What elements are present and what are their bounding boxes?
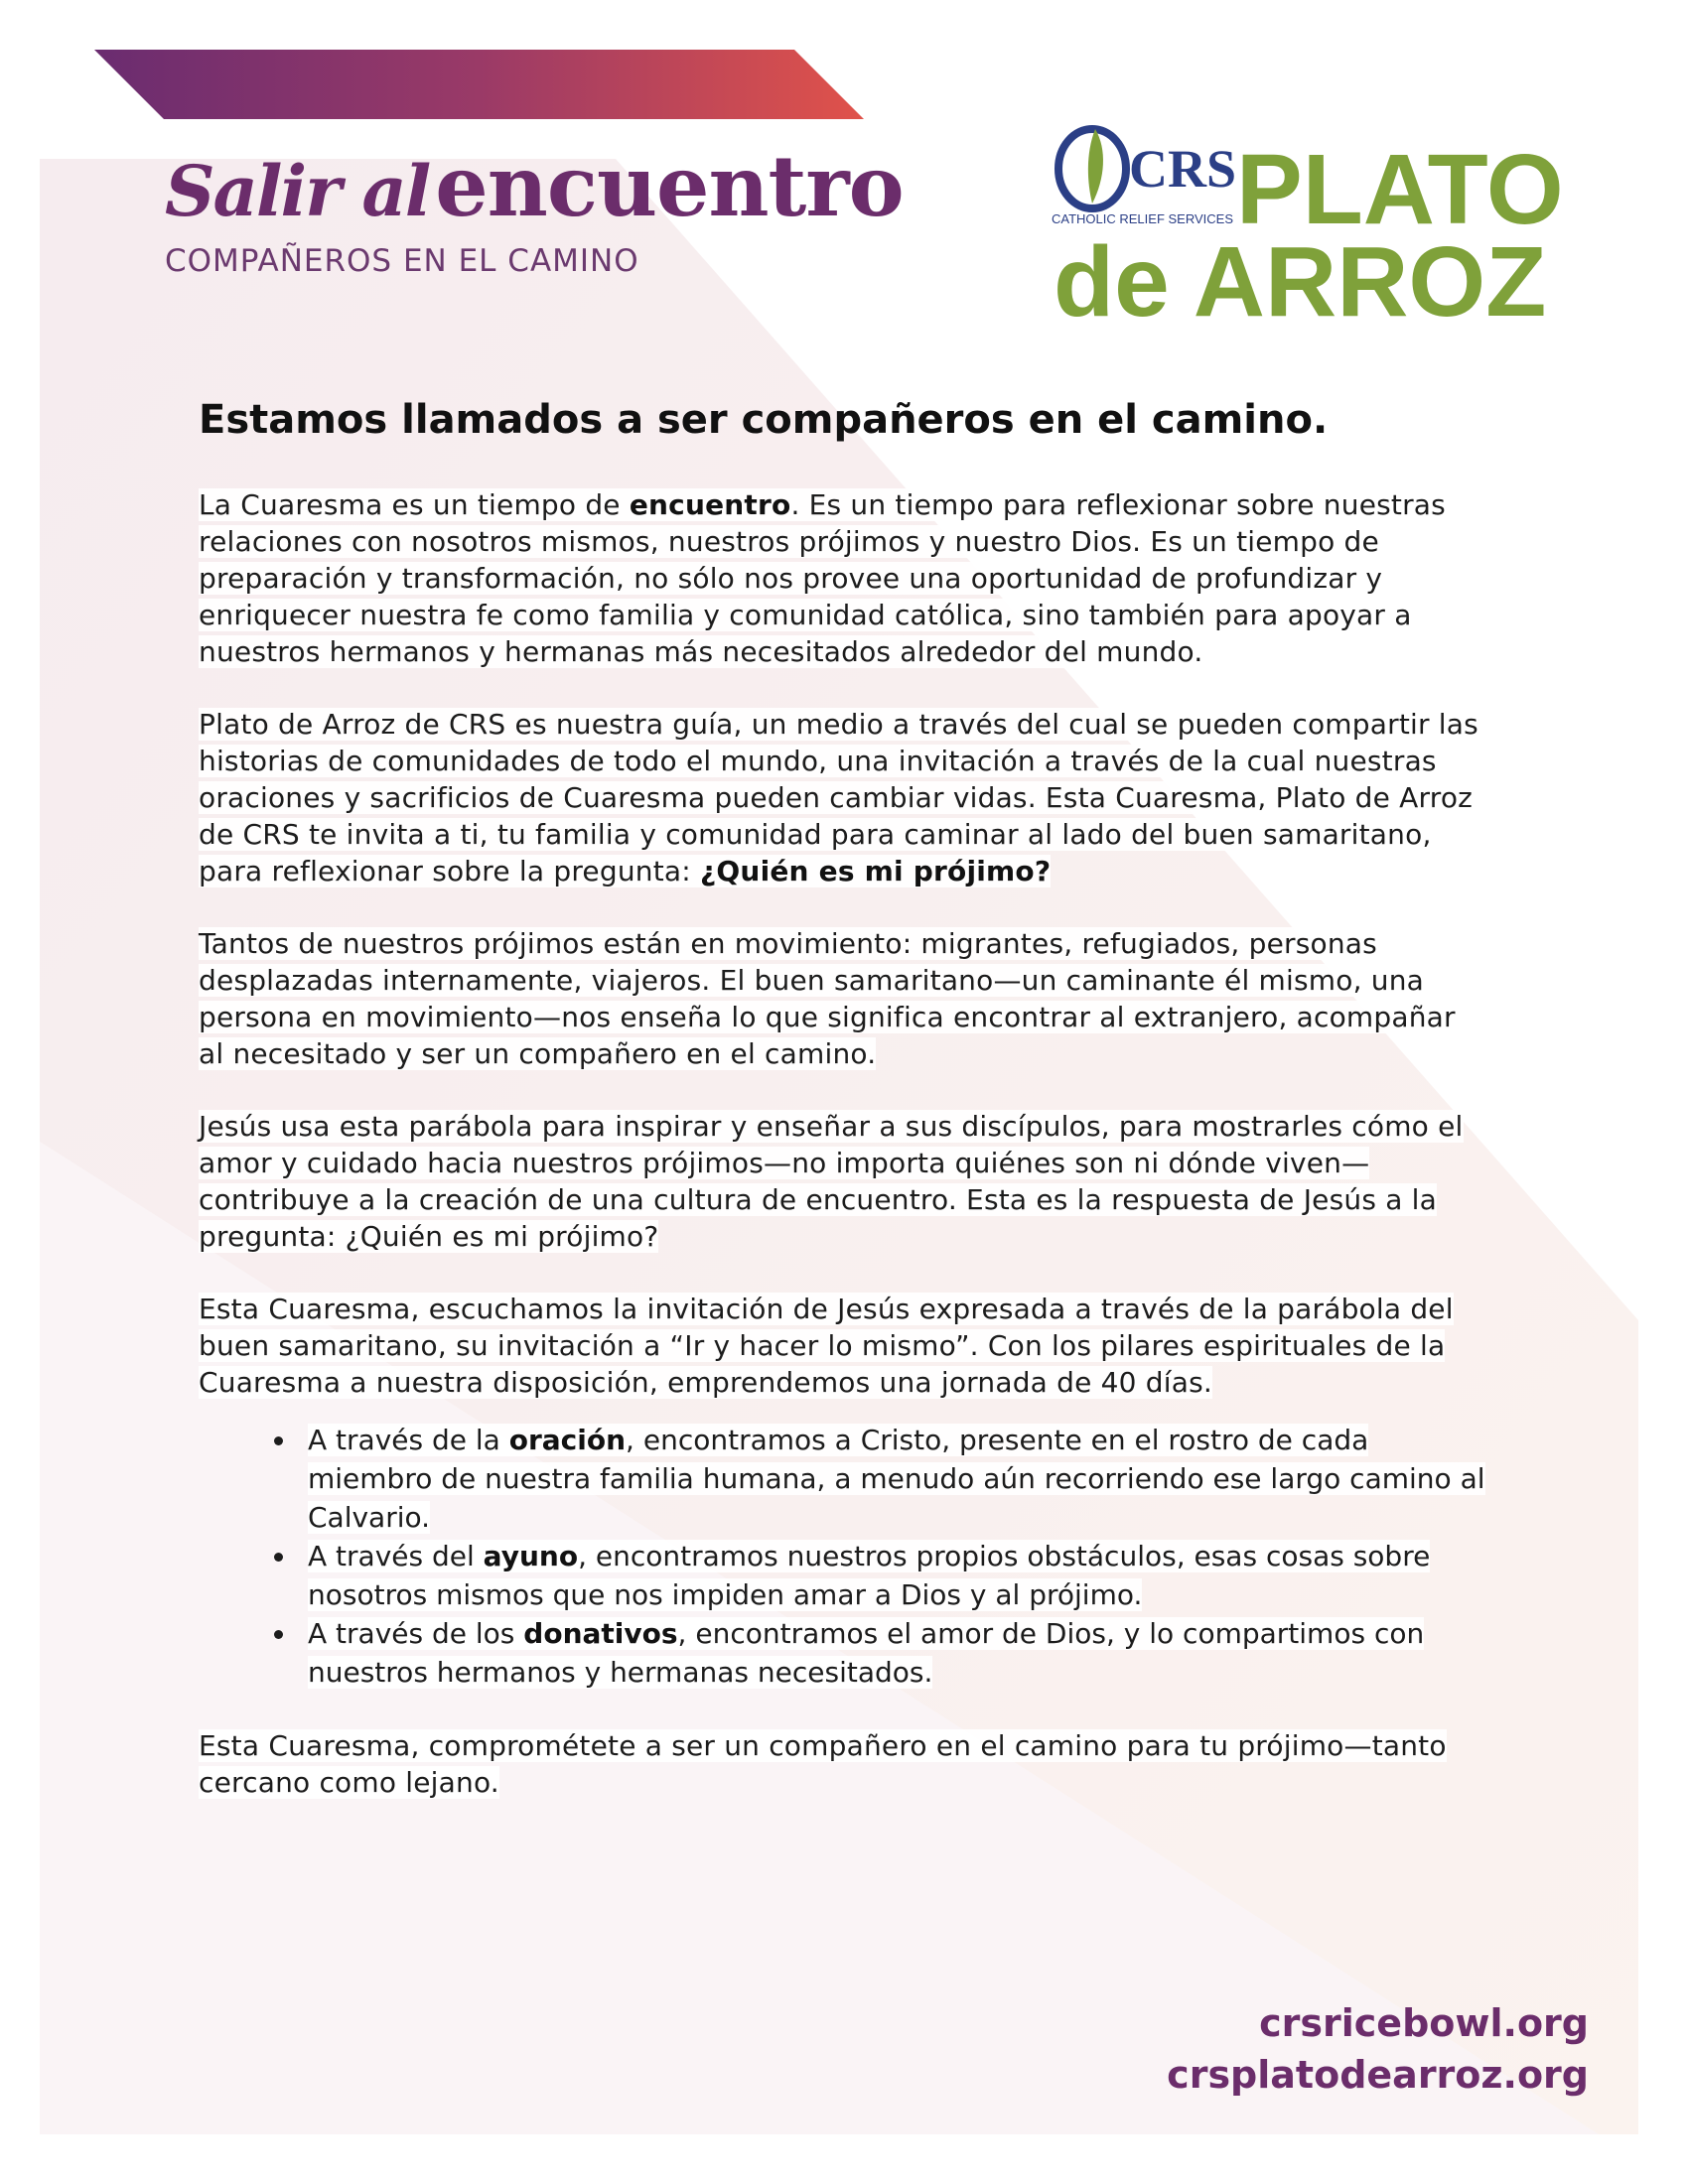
paragraph-invitation	[199, 1291, 1489, 1401]
list-item-almsgiving	[298, 1614, 1489, 1692]
lenten-pillars-list	[199, 1421, 1489, 1692]
crs-plato-de-arroz-logo	[1048, 109, 1574, 347]
paragraph-rice-bowl-guide	[199, 706, 1489, 889]
p2-text-bold: ¿Quién es mi prójimo?	[699, 855, 1052, 887]
bullet-fasting-a: A través del	[308, 1540, 484, 1572]
p2-text-a: Plato de Arroz de CRS es nuestra guía, un medio a través del cual se pueden compartir las historias de comunidades de todo el mundo, una invitación a través de la cual nuestras oraciones y sacrificios de Cuaresma pueden cambiar vidas. Esta Cuaresma, Plato de Arroz de CRS te invita a ti, tu familia y comunidad para caminar al lado del buen samaritano, para reflexionar sobre la pregunta:	[199, 708, 1478, 887]
bullet-prayer-bold: oración	[508, 1424, 627, 1456]
p3-text: Tantos de nuestros prójimos están en movimiento: migrantes, refugiados, personas desplazadas internamente, viajeros. El buen samaritano—un caminante él mismo, una persona en movimiento—nos enseña lo que significa encontrar al extranjero, acompañar al necesitado y ser un compañero en el camino.	[199, 927, 1456, 1070]
p1-text-c: . Es un tiempo para reflexionar sobre nuestras relaciones con nosotros mismos, nuestros prójimos y nuestro Dios. Es un tiempo de preparación y transformación, no sólo nos provee una oportunidad de profundizar y enriquecer nuestra fe como familia y comunidad católica, sino también para apoyar a nuestros hermanos y hermanas más necesitados alrededor del mundo.	[199, 488, 1446, 668]
logo-line-de-arroz: de ARROZ	[1054, 226, 1547, 338]
bullet-prayer-a: A través de la	[308, 1424, 509, 1456]
crs-emblem-icon	[1058, 129, 1126, 208]
crs-org-full-text: CATHOLIC RELIEF SERVICES	[1052, 211, 1234, 226]
bullet-almsgiving-c: , encontramos el amor de Dios, y lo compartimos con nuestros hermanos y hermanas necesitados.	[308, 1617, 1425, 1689]
link-crsplatodearroz[interactable]: crsplatodearroz.org	[1167, 2053, 1589, 2097]
campaign-subtitle: COMPAÑEROS EN EL CAMINO	[165, 243, 639, 279]
closing-text: Esta Cuaresma, comprométete a ser un compañero en el camino para tu prójimo—tanto cercano como lejano.	[199, 1729, 1447, 1799]
campaign-title	[165, 139, 904, 239]
logo-line-plato: PLATO	[1236, 134, 1564, 245]
crs-org-text: CRS	[1129, 139, 1237, 199]
p1-text-a: La Cuaresma es un tiempo de	[199, 488, 630, 521]
paragraph-parable-teaching	[199, 1108, 1489, 1255]
footer-links	[1167, 1997, 1589, 2101]
page-heading: Estamos llamados a ser compañeros en el camino.	[199, 397, 1329, 443]
p5-text: Esta Cuaresma, escuchamos la invitación de Jesús expresada a través de la parábola del buen samaritano, su invitación a “Ir y hacer lo mismo”. Con los pilares espirituales de la Cuaresma a nuestra disposición, emprendemos una jornada de 40 días.	[199, 1293, 1454, 1399]
list-item-fasting	[298, 1537, 1489, 1614]
campaign-title-main: encuentro	[435, 137, 904, 235]
campaign-brand	[165, 139, 904, 279]
list-item-prayer	[298, 1421, 1489, 1537]
campaign-title-script: Salir al	[165, 150, 430, 232]
paragraph-lent-encounter	[199, 486, 1489, 670]
paragraph-neighbors-in-motion	[199, 925, 1489, 1072]
paragraph-closing	[199, 1727, 1489, 1801]
bullet-fasting-bold: ayuno	[483, 1540, 579, 1572]
link-crsricebowl[interactable]: crsricebowl.org	[1259, 2001, 1589, 2045]
bullet-fasting-c: , encontramos nuestros propios obstáculos, esas cosas sobre nosotros mismos que nos impiden amar a Dios y al prójimo.	[308, 1540, 1431, 1611]
bullet-prayer-c: , encontramos a Cristo, presente en el rostro de cada miembro de nuestra familia humana, a menudo aún recorriendo ese largo camino al Calvario.	[308, 1424, 1485, 1534]
bullet-almsgiving-a: A través de los	[308, 1617, 524, 1650]
p1-text-bold: encuentro	[629, 488, 791, 521]
p4-text: Jesús usa esta parábola para inspirar y enseñar a sus discípulos, para mostrarles cómo el amor y cuidado hacia nuestros prójimos—no importa quiénes son ni dónde viven—contribuye a la creación de una cultura de encuentro. Esta es la respuesta de Jesús a la pregunta: ¿Quién es mi prójimo?	[199, 1110, 1464, 1253]
main-content	[199, 397, 1489, 1837]
bullet-almsgiving-bold: donativos	[523, 1617, 678, 1650]
